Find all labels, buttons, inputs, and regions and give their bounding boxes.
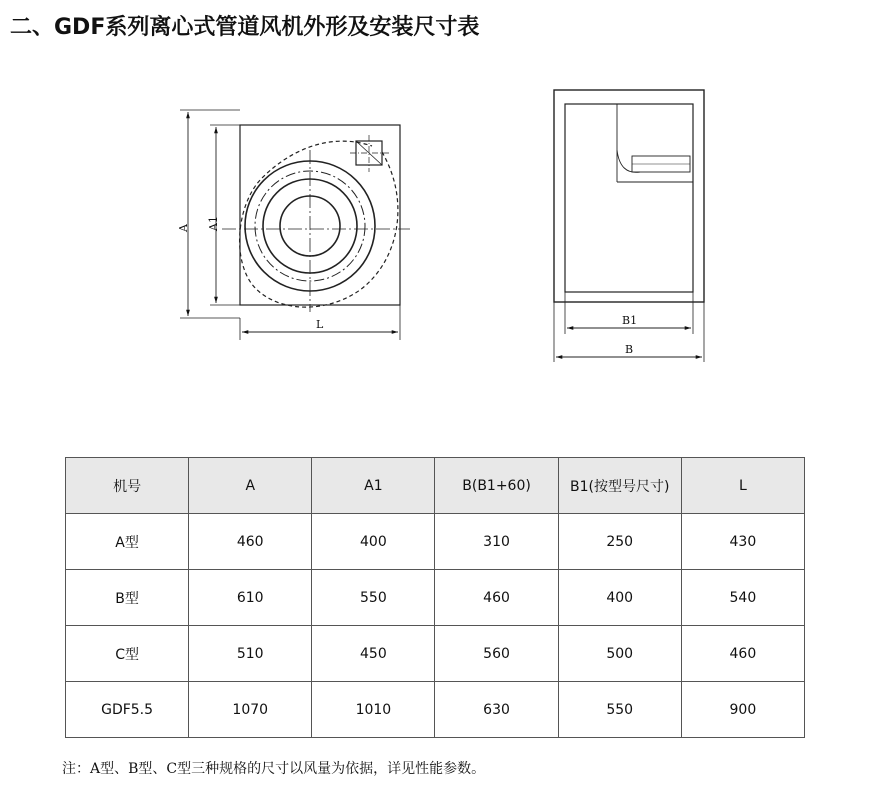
page-title: 二、GDF系列离心式管道风机外形及安装尺寸表 — [10, 15, 480, 40]
cell-B1: 550 — [558, 682, 681, 738]
col-header-L: L — [681, 458, 804, 514]
cell-L: 460 — [681, 626, 804, 682]
cell-B: 460 — [435, 570, 558, 626]
col-header-B: B(B1+60) — [435, 458, 558, 514]
dimension-table — [65, 457, 805, 738]
dim-label-L: L — [316, 318, 324, 331]
col-header-A1: A1 — [312, 458, 435, 514]
cell-B: 310 — [435, 514, 558, 570]
cell-model: C型 — [66, 626, 189, 682]
dim-label-B: B — [625, 343, 634, 356]
table-header-row — [66, 458, 805, 514]
cell-A: 1070 — [189, 682, 312, 738]
cell-A1: 450 — [312, 626, 435, 682]
table-row — [66, 570, 805, 626]
cell-A: 510 — [189, 626, 312, 682]
cell-L: 540 — [681, 570, 804, 626]
cell-model: B型 — [66, 570, 189, 626]
cell-B: 560 — [435, 626, 558, 682]
cell-A1: 550 — [312, 570, 435, 626]
cell-A: 460 — [189, 514, 312, 570]
col-header-model: 机号 — [66, 458, 189, 514]
table-row — [66, 626, 805, 682]
dim-label-B1: B1 — [622, 314, 638, 327]
cell-A1: 1010 — [312, 682, 435, 738]
table-row — [66, 682, 805, 738]
cell-B1: 250 — [558, 514, 681, 570]
cell-L: 900 — [681, 682, 804, 738]
col-header-A: A — [189, 458, 312, 514]
dim-label-A1: A1 — [207, 216, 220, 231]
cell-A1: 400 — [312, 514, 435, 570]
cell-model: GDF5.5 — [66, 682, 189, 738]
side-inner-frame — [565, 104, 693, 292]
table-row — [66, 514, 805, 570]
cell-B: 630 — [435, 682, 558, 738]
side-outer-frame — [554, 90, 704, 302]
cell-L: 430 — [681, 514, 804, 570]
cell-A: 610 — [189, 570, 312, 626]
cell-model: A型 — [66, 514, 189, 570]
cell-B1: 400 — [558, 570, 681, 626]
col-header-B1: B1(按型号尺寸) — [558, 458, 681, 514]
footnote: 注：A型、B型、C型三种规格的尺寸以风量为依据，详见性能参数。 — [62, 761, 486, 777]
cell-B1: 500 — [558, 626, 681, 682]
dim-label-A: A — [177, 224, 190, 232]
